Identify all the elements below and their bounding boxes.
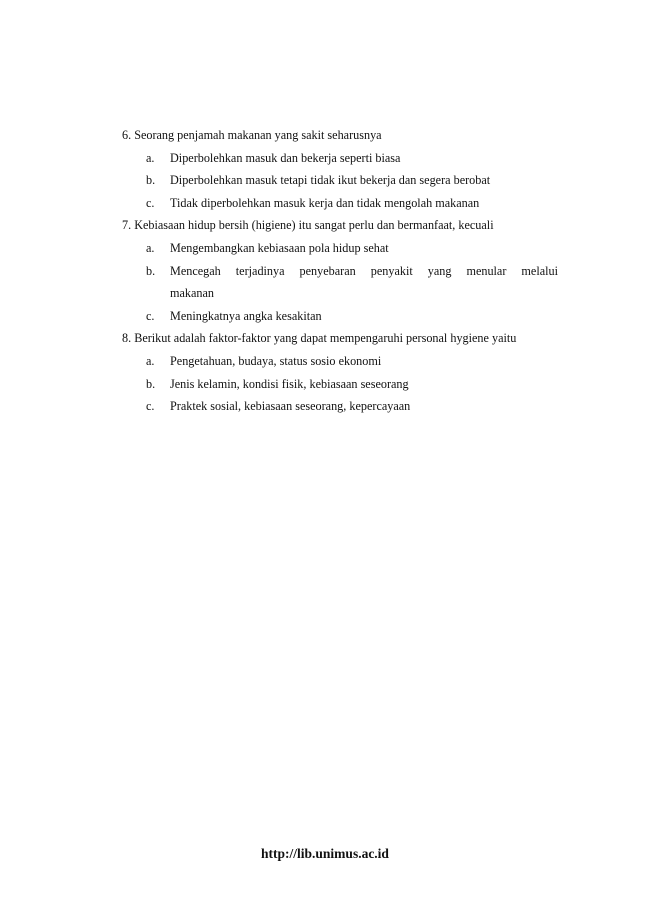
question-6 (122, 124, 558, 214)
option-letter: c. (146, 399, 155, 414)
question-8-option-c (122, 395, 558, 418)
question-7-option-b (122, 260, 558, 305)
option-text: Jenis kelamin, kondisi fisik, kebiasaan seseorang (170, 376, 409, 391)
question-6-option-a (122, 147, 558, 170)
question-7-option-a (122, 237, 558, 260)
question-8-option-a (122, 350, 558, 373)
question-8 (122, 327, 558, 417)
option-text: Mengembangkan kebiasaan pola hidup sehat (170, 240, 389, 255)
option-letter: b. (146, 376, 156, 391)
option-letter: a. (146, 240, 155, 255)
option-text (170, 260, 558, 305)
option-text: Praktek sosial, kebiasaan seseorang, kepercayaan (170, 399, 411, 414)
question-8-option-b (122, 373, 558, 396)
question-6-option-b (122, 169, 558, 192)
option-letter: c. (146, 195, 155, 210)
question-6-text: 6. Seorang penjamah makanan yang sakit seharusnya (122, 128, 382, 142)
option-text: Meningkatnya angka kesakitan (170, 308, 322, 323)
option-text: Pengetahuan, budaya, status sosio ekonomi (170, 353, 382, 368)
option-letter: b. (146, 263, 156, 278)
option-text: Tidak diperbolehkan masuk kerja dan tidak mengolah makanan (170, 195, 480, 210)
option-text-line-1: Mencegah terjadinya penyebaran penyakit yang menular melalui (170, 263, 558, 278)
option-text: Diperbolehkan masuk tetapi tidak ikut bekerja dan segera berobat (170, 173, 491, 188)
option-text-line-2: makanan (170, 286, 214, 301)
option-letter: c. (146, 308, 155, 323)
question-list (122, 124, 558, 418)
option-letter: b. (146, 173, 156, 188)
question-8-text: 8. Berikut adalah faktor-faktor yang dapat mempengaruhi personal hygiene yaitu (122, 331, 517, 346)
option-letter: a. (146, 150, 155, 165)
question-6-option-c (122, 192, 558, 215)
option-text: Diperbolehkan masuk dan bekerja seperti biasa (170, 150, 401, 165)
question-7 (122, 214, 558, 327)
question-7-text: 7. Kebiasaan hidup bersih (higiene) itu sangat perlu dan bermanfaat, kecuali (122, 218, 494, 233)
question-7-option-c (122, 305, 558, 328)
option-letter: a. (146, 353, 155, 368)
footer-url[interactable]: http://lib.unimus.ac.id (261, 846, 389, 861)
